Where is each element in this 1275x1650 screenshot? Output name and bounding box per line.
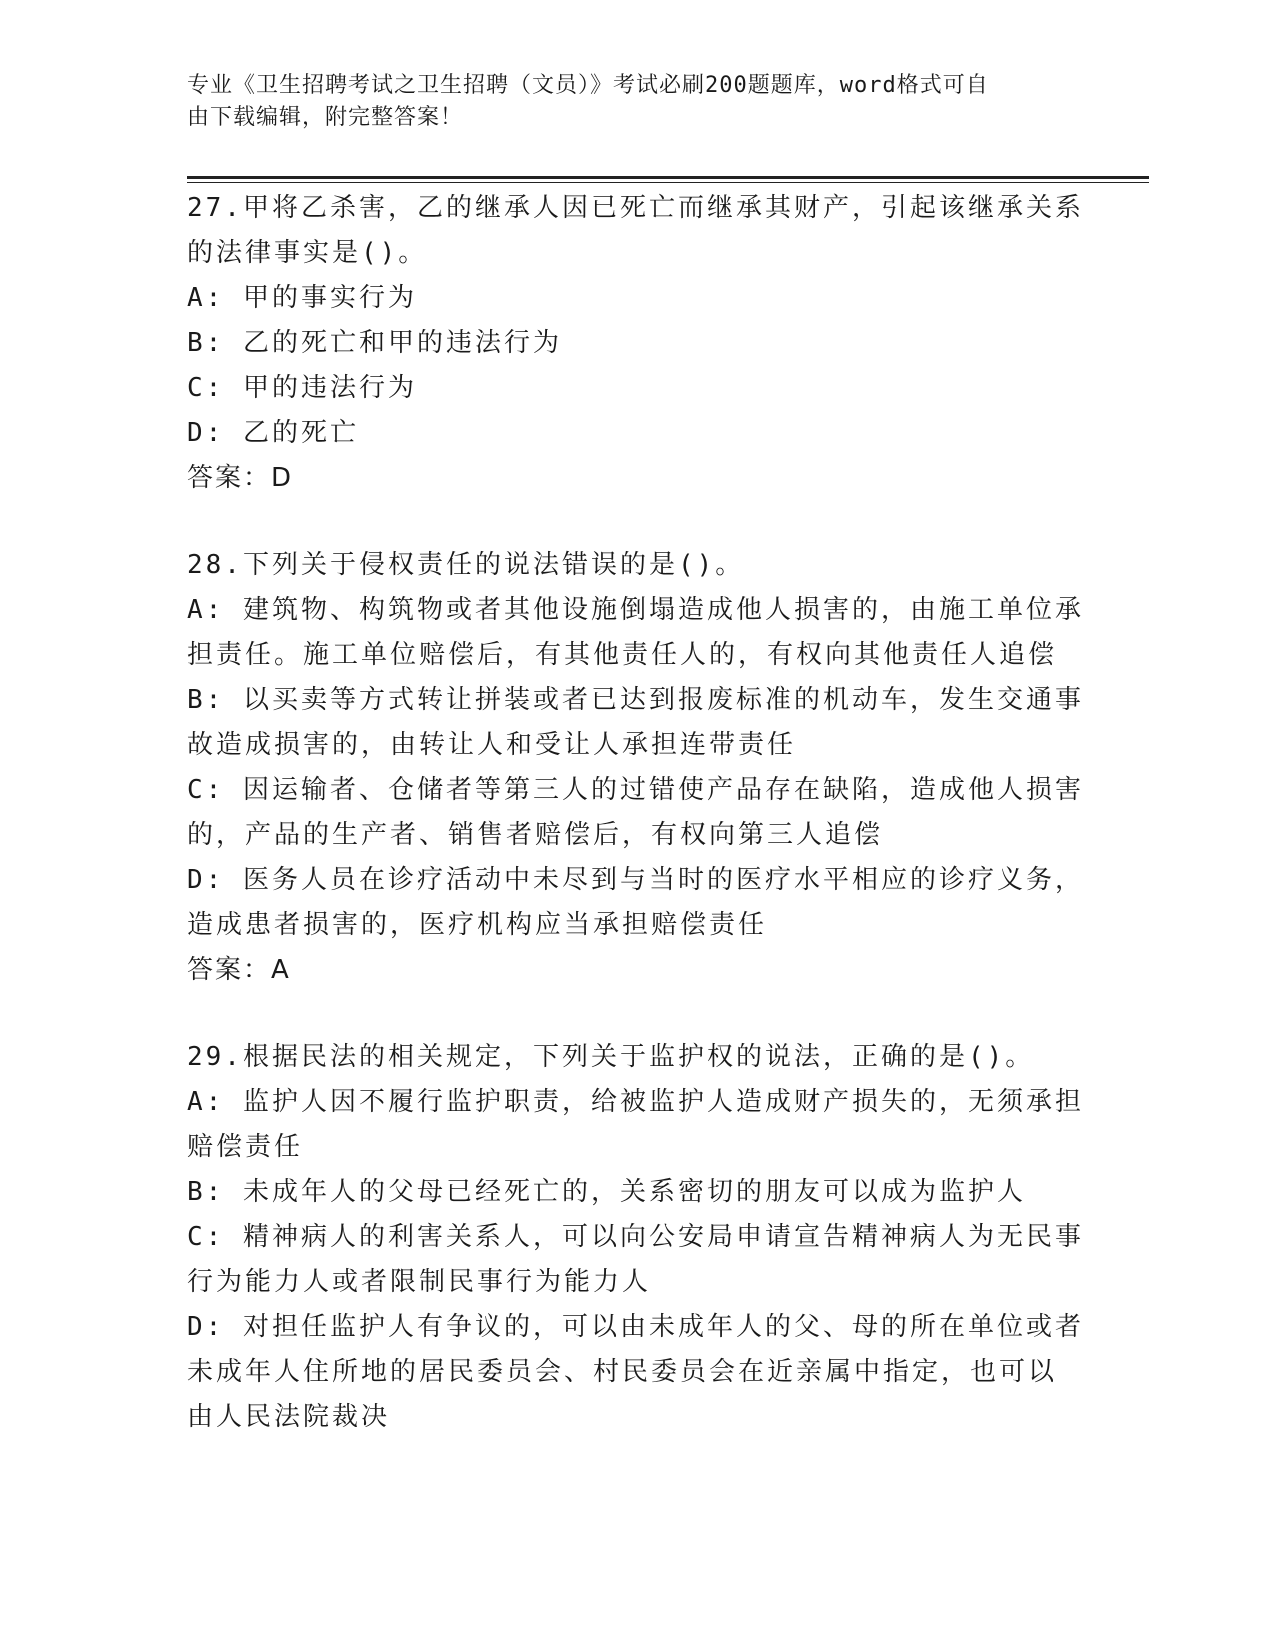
answer-option: C: 精神病人的利害关系人，可以向公安局申请宣告精神病人为无民事 bbox=[187, 1222, 1084, 1252]
header-divider-thin bbox=[187, 182, 1149, 183]
answer-option: 担责任。施工单位赔偿后，有其他责任人的，有权向其他责任人追偿 bbox=[187, 640, 1058, 670]
answer-option: 行为能力人或者限制民事行为能力人 bbox=[187, 1267, 652, 1297]
question-block bbox=[187, 1035, 1087, 1440]
question-stem: 的法律事实是()。 bbox=[187, 238, 428, 268]
answer-option: D: 医务人员在诊疗活动中未尽到与当时的医疗水平相应的诊疗义务， bbox=[187, 865, 1084, 895]
answer-option: D: 乙的死亡 bbox=[187, 418, 359, 448]
answer-option: 未成年人住所地的居民委员会、村民委员会在近亲属中指定，也可以 bbox=[187, 1357, 1058, 1387]
answer-option: 赔偿责任 bbox=[187, 1132, 304, 1162]
header-line: 专业《卫生招聘考试之卫生招聘（文员）》考试必刷200题题库，word格式可自 bbox=[187, 73, 989, 98]
answer-option: B: 以买卖等方式转让拼装或者已达到报废标准的机动车，发生交通事 bbox=[187, 685, 1084, 715]
answer-option: 造成患者损害的，医疗机构应当承担赔偿责任 bbox=[187, 910, 768, 940]
answer-key: 答案：D bbox=[187, 463, 294, 493]
question-stem: 27.甲将乙杀害，乙的继承人因已死亡而继承其财产，引起该继承关系 bbox=[187, 193, 1084, 223]
answer-option: A: 甲的事实行为 bbox=[187, 283, 417, 313]
question-stem: 28.下列关于侵权责任的说法错误的是()。 bbox=[187, 550, 745, 580]
answer-option: B: 未成年人的父母已经死亡的，关系密切的朋友可以成为监护人 bbox=[187, 1177, 1026, 1207]
answer-option: 故造成损害的，由转让人和受让人承担连带责任 bbox=[187, 730, 797, 760]
answer-option: C: 因运输者、仓储者等第三人的过错使产品存在缺陷，造成他人损害 bbox=[187, 775, 1084, 805]
answer-option: 由人民法院裁决 bbox=[187, 1402, 391, 1432]
answer-option: 的，产品的生产者、销售者赔偿后，有权向第三人追偿 bbox=[187, 820, 884, 850]
answer-option: D: 对担任监护人有争议的，可以由未成年人的父、母的所在单位或者 bbox=[187, 1312, 1084, 1342]
answer-option: C: 甲的违法行为 bbox=[187, 373, 417, 403]
question-block bbox=[187, 543, 1087, 993]
document-header bbox=[187, 70, 1057, 134]
answer-option: A: 监护人因不履行监护职责，给被监护人造成财产损失的，无须承担 bbox=[187, 1087, 1084, 1117]
question-list bbox=[187, 186, 1087, 1482]
answer-key: 答案：A bbox=[187, 955, 291, 985]
answer-option: B: 乙的死亡和甲的违法行为 bbox=[187, 328, 562, 358]
header-line: 由下载编辑，附完整答案！ bbox=[187, 105, 464, 130]
question-block bbox=[187, 186, 1087, 501]
question-stem: 29.根据民法的相关规定，下列关于监护权的说法，正确的是()。 bbox=[187, 1042, 1035, 1072]
answer-option: A: 建筑物、构筑物或者其他设施倒塌造成他人损害的，由施工单位承 bbox=[187, 595, 1084, 625]
header-divider-thick bbox=[187, 176, 1149, 179]
